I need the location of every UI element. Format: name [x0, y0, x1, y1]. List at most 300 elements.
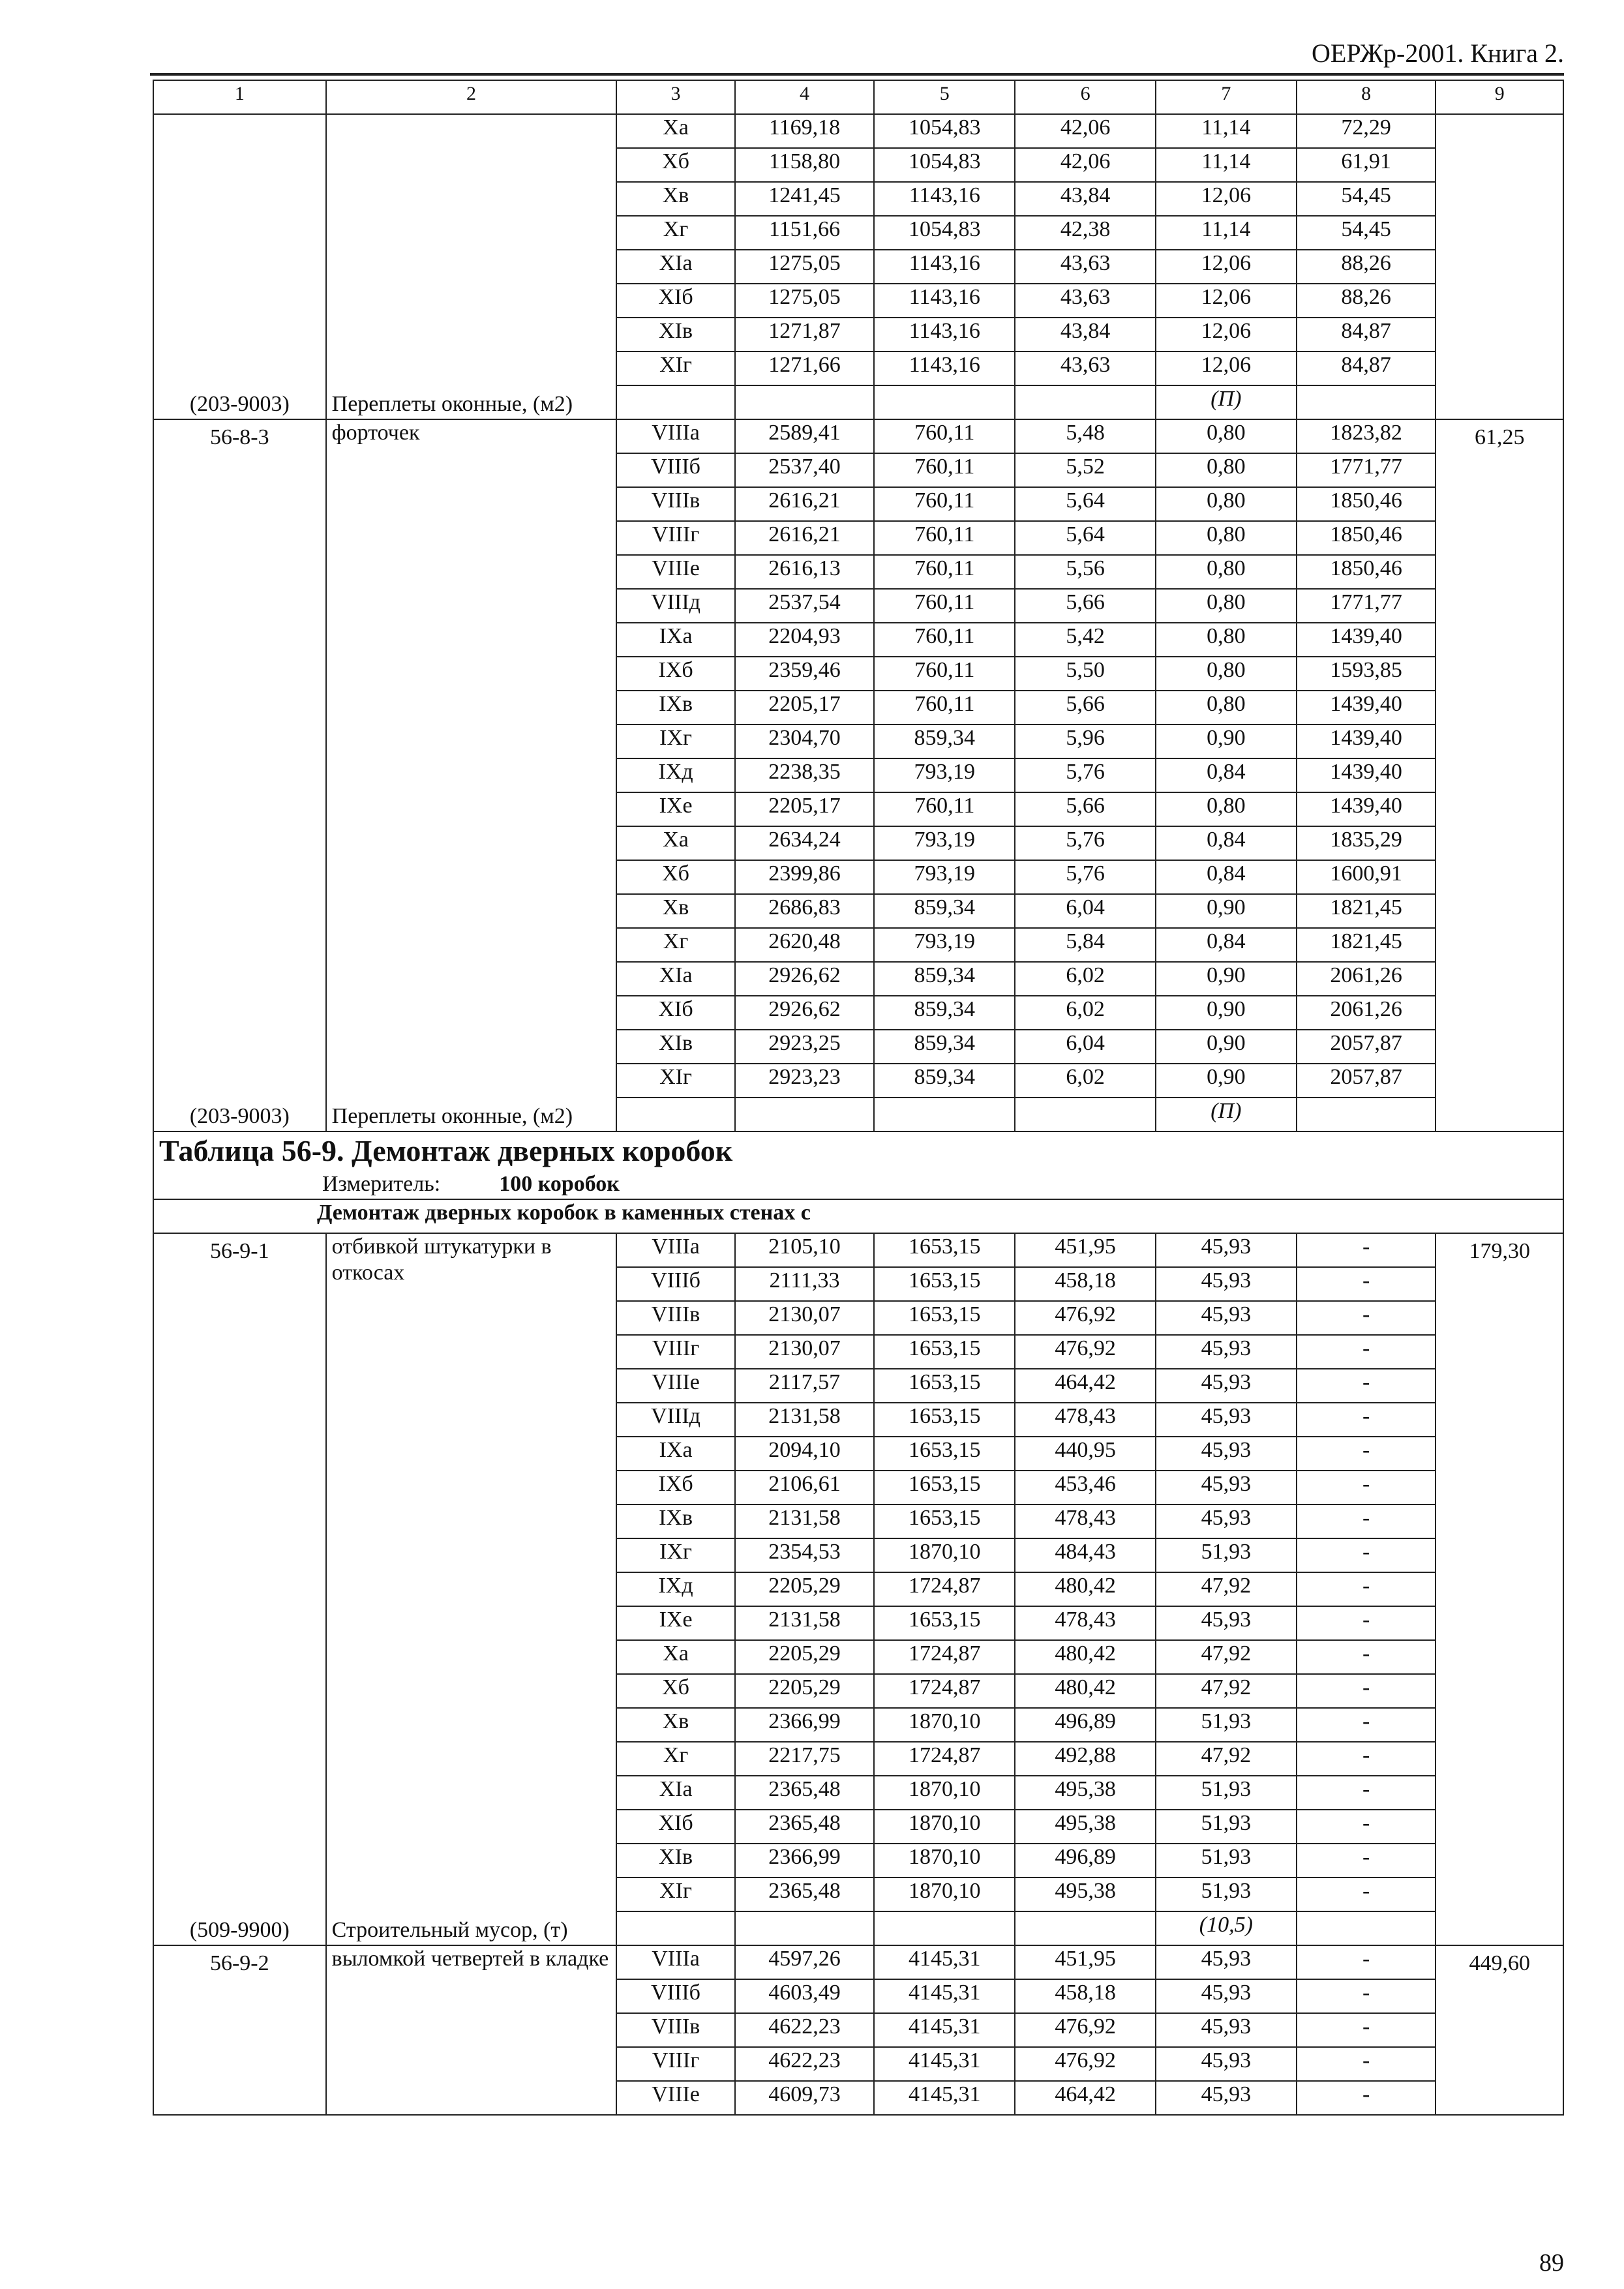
value-cell: 1600,91 — [1297, 860, 1436, 894]
column-number: 5 — [874, 80, 1015, 114]
value-cell: 2131,58 — [735, 1403, 875, 1437]
value-cell: 54,45 — [1297, 182, 1436, 216]
header-rule — [150, 73, 1564, 76]
value-cell: 47,92 — [1156, 1572, 1297, 1606]
value-cell: 760,11 — [874, 555, 1015, 589]
value-cell: 1771,77 — [1297, 589, 1436, 623]
value-cell: 1870,10 — [874, 1538, 1015, 1572]
value-cell: 1724,87 — [874, 1572, 1015, 1606]
measure-line — [159, 1170, 1557, 1199]
value-cell: 760,11 — [874, 589, 1015, 623]
value-cell: 5,76 — [1015, 826, 1156, 860]
value-cell: 0,80 — [1156, 623, 1297, 657]
rate-cell — [1436, 1233, 1563, 1945]
value-cell: XIб — [616, 1810, 734, 1844]
value-cell: 1850,46 — [1297, 521, 1436, 555]
blank-cell — [616, 1911, 734, 1945]
value-cell: Xб — [616, 148, 734, 182]
value-cell: 47,92 — [1156, 1674, 1297, 1708]
value-cell: 6,04 — [1015, 1030, 1156, 1064]
value-cell: 2365,48 — [735, 1776, 875, 1810]
value-cell: 458,18 — [1015, 1979, 1156, 2013]
value-cell: 760,11 — [874, 623, 1015, 657]
value-cell: 5,64 — [1015, 487, 1156, 521]
value-cell: 0,84 — [1156, 928, 1297, 962]
blank-cell — [1015, 1911, 1156, 1945]
value-cell: 2537,54 — [735, 589, 875, 623]
value-cell: 12,06 — [1156, 250, 1297, 284]
item-name: выломкой четвертей в кладке — [331, 1947, 609, 1971]
rate-cell — [1436, 419, 1563, 1131]
running-header: ОЕРЖр-2001. Книга 2. — [1312, 38, 1564, 68]
value-cell: 0,80 — [1156, 419, 1297, 453]
value-cell: 1158,80 — [735, 148, 875, 182]
resource-name: Переплеты оконные, (м2) — [331, 392, 573, 416]
column-number: 2 — [326, 80, 617, 114]
value-cell: - — [1297, 1504, 1436, 1538]
value-cell: 478,43 — [1015, 1606, 1156, 1640]
value-cell: 0,90 — [1156, 1064, 1297, 1098]
value-cell: 2205,29 — [735, 1640, 875, 1674]
value-cell: - — [1297, 1301, 1436, 1335]
value-cell: 54,45 — [1297, 216, 1436, 250]
value-cell: 760,11 — [874, 487, 1015, 521]
value-cell: 42,06 — [1015, 148, 1156, 182]
item-code: 56-9-1 — [209, 1239, 269, 1263]
value-cell: VIIIe — [616, 2081, 734, 2115]
value-cell: 2204,93 — [735, 623, 875, 657]
value-cell: 2130,07 — [735, 1301, 875, 1335]
value-cell: IXa — [616, 623, 734, 657]
item-name-cell — [326, 419, 617, 1131]
column-number-row — [153, 80, 1563, 114]
value-cell: VIIIe — [616, 555, 734, 589]
value-cell: IXe — [616, 792, 734, 826]
value-cell: 478,43 — [1015, 1403, 1156, 1437]
value-cell: 5,42 — [1015, 623, 1156, 657]
value-cell: 4622,23 — [735, 2013, 875, 2047]
value-cell: VIIIв — [616, 2013, 734, 2047]
value-cell: XIв — [616, 318, 734, 352]
value-cell: 0,80 — [1156, 453, 1297, 487]
value-cell: XIг — [616, 1064, 734, 1098]
section-title: Таблица 56-9. Демонтаж дверных коробок — [159, 1134, 733, 1167]
measure-value: 100 коробок — [499, 1172, 620, 1196]
value-cell: 1870,10 — [874, 1844, 1015, 1878]
value-cell: 0,90 — [1156, 725, 1297, 758]
value-cell: VIIIa — [616, 1233, 734, 1267]
value-cell: 4603,49 — [735, 1979, 875, 2013]
value-cell: 47,92 — [1156, 1742, 1297, 1776]
value-cell: 2354,53 — [735, 1538, 875, 1572]
measure-label: Измеритель: — [322, 1172, 441, 1196]
value-cell: 1653,15 — [874, 1606, 1015, 1640]
value-cell: IXб — [616, 657, 734, 691]
value-cell: Xб — [616, 1674, 734, 1708]
value-cell: 0,90 — [1156, 894, 1297, 928]
value-cell: 1835,29 — [1297, 826, 1436, 860]
resource-code: (203-9003) — [189, 392, 290, 416]
value-cell: 859,34 — [874, 894, 1015, 928]
value-cell: Xб — [616, 860, 734, 894]
value-cell: - — [1297, 1640, 1436, 1674]
value-cell: 12,06 — [1156, 284, 1297, 318]
value-cell: 5,66 — [1015, 589, 1156, 623]
value-cell: 2366,99 — [735, 1844, 875, 1878]
item-code-cell — [153, 1233, 326, 1945]
rates-table — [153, 80, 1564, 2116]
value-cell: 1439,40 — [1297, 623, 1436, 657]
value-cell: 1823,82 — [1297, 419, 1436, 453]
value-cell: 793,19 — [874, 860, 1015, 894]
value-cell: - — [1297, 1776, 1436, 1810]
resource-code: (509-9900) — [189, 1918, 290, 1942]
value-cell: 1653,15 — [874, 1471, 1015, 1504]
column-number: 4 — [735, 80, 875, 114]
value-cell: 458,18 — [1015, 1267, 1156, 1301]
value-cell: 1653,15 — [874, 1233, 1015, 1267]
value-cell: 2616,21 — [735, 521, 875, 555]
value-cell: XIг — [616, 352, 734, 385]
value-cell: 1054,83 — [874, 148, 1015, 182]
value-cell: 859,34 — [874, 725, 1015, 758]
value-cell: - — [1297, 1233, 1436, 1267]
value-cell: 859,34 — [874, 962, 1015, 996]
value-cell: 0,80 — [1156, 792, 1297, 826]
value-cell: 0,84 — [1156, 826, 1297, 860]
value-cell: 2238,35 — [735, 758, 875, 792]
value-cell: 793,19 — [874, 928, 1015, 962]
value-cell: 2923,25 — [735, 1030, 875, 1064]
value-cell: IXг — [616, 725, 734, 758]
value-cell: 5,84 — [1015, 928, 1156, 962]
value-cell: - — [1297, 1437, 1436, 1471]
table-row — [153, 419, 1563, 453]
value-cell: 1143,16 — [874, 352, 1015, 385]
value-cell: VIIIг — [616, 1335, 734, 1369]
value-cell: 1593,85 — [1297, 657, 1436, 691]
value-cell: 1275,05 — [735, 284, 875, 318]
value-cell: - — [1297, 1606, 1436, 1640]
value-cell: 1870,10 — [874, 1776, 1015, 1810]
value-cell: Xв — [616, 894, 734, 928]
resource-code: (203-9003) — [189, 1104, 290, 1128]
value-cell: 760,11 — [874, 657, 1015, 691]
value-cell: 1439,40 — [1297, 792, 1436, 826]
value-cell: 1151,66 — [735, 216, 875, 250]
item-code-cell — [153, 114, 326, 419]
value-cell: 1653,15 — [874, 1437, 1015, 1471]
blank-cell — [874, 385, 1015, 419]
value-cell: 1870,10 — [874, 1810, 1015, 1844]
value-cell: 1439,40 — [1297, 691, 1436, 725]
value-cell: 42,38 — [1015, 216, 1156, 250]
resource-qty: (10,5) — [1156, 1911, 1297, 1945]
value-cell: 1850,46 — [1297, 487, 1436, 521]
value-cell: - — [1297, 1538, 1436, 1572]
blank-cell — [874, 1098, 1015, 1131]
value-cell: 1241,45 — [735, 182, 875, 216]
value-cell: 51,93 — [1156, 1810, 1297, 1844]
value-cell: 1870,10 — [874, 1878, 1015, 1911]
item-code: 56-9-2 — [209, 1951, 269, 1975]
value-cell: 45,93 — [1156, 1504, 1297, 1538]
value-cell: 793,19 — [874, 758, 1015, 792]
value-cell: 0,80 — [1156, 487, 1297, 521]
value-cell: 0,80 — [1156, 589, 1297, 623]
value-cell: 11,14 — [1156, 114, 1297, 148]
value-cell: 4145,31 — [874, 1945, 1015, 1979]
value-cell: - — [1297, 1708, 1436, 1742]
value-cell: VIIIa — [616, 419, 734, 453]
value-cell: 0,80 — [1156, 555, 1297, 589]
value-cell: 480,42 — [1015, 1572, 1156, 1606]
value-cell: 2131,58 — [735, 1606, 875, 1640]
value-cell: 451,95 — [1015, 1233, 1156, 1267]
value-cell: 5,76 — [1015, 860, 1156, 894]
value-cell: 45,93 — [1156, 1945, 1297, 1979]
value-cell: Xa — [616, 826, 734, 860]
value-cell: 84,87 — [1297, 318, 1436, 352]
column-number: 9 — [1436, 80, 1563, 114]
value-cell: 45,93 — [1156, 1233, 1297, 1267]
value-cell: 2537,40 — [735, 453, 875, 487]
value-cell: - — [1297, 1742, 1436, 1776]
value-cell: Xa — [616, 1640, 734, 1674]
value-cell: 1821,45 — [1297, 928, 1436, 962]
value-cell: 45,93 — [1156, 1369, 1297, 1403]
value-cell: 2105,10 — [735, 1233, 875, 1267]
value-cell: Xг — [616, 216, 734, 250]
value-cell: - — [1297, 2013, 1436, 2047]
value-cell: 1143,16 — [874, 250, 1015, 284]
value-cell: 2366,99 — [735, 1708, 875, 1742]
value-cell: 1143,16 — [874, 318, 1015, 352]
value-cell: 0,90 — [1156, 962, 1297, 996]
value-cell: 495,38 — [1015, 1878, 1156, 1911]
value-cell: IXв — [616, 691, 734, 725]
value-cell: 496,89 — [1015, 1708, 1156, 1742]
value-cell: 1054,83 — [874, 216, 1015, 250]
value-cell: 45,93 — [1156, 1335, 1297, 1369]
value-cell: 4609,73 — [735, 2081, 875, 2115]
value-cell: Xa — [616, 114, 734, 148]
value-cell: Xв — [616, 182, 734, 216]
value-cell: 760,11 — [874, 453, 1015, 487]
value-cell: VIIIб — [616, 1267, 734, 1301]
blank-cell — [616, 385, 734, 419]
value-cell: 760,11 — [874, 691, 1015, 725]
rate-cell — [1436, 1945, 1563, 2115]
value-cell: 45,93 — [1156, 2013, 1297, 2047]
value-cell: IXв — [616, 1504, 734, 1538]
resource-name: Строительный мусор, (т) — [331, 1918, 568, 1942]
item-code-cell — [153, 1945, 326, 2115]
value-cell: 476,92 — [1015, 2013, 1156, 2047]
value-cell: - — [1297, 2081, 1436, 2115]
value-cell: 1275,05 — [735, 250, 875, 284]
value-cell: 5,64 — [1015, 521, 1156, 555]
value-cell: 1169,18 — [735, 114, 875, 148]
rate-value: 61,25 — [1474, 425, 1525, 449]
value-cell: VIIIв — [616, 1301, 734, 1335]
value-cell: Xг — [616, 928, 734, 962]
rate-cell — [1436, 114, 1563, 419]
value-cell: IXг — [616, 1538, 734, 1572]
value-cell: - — [1297, 1335, 1436, 1369]
value-cell: 0,80 — [1156, 657, 1297, 691]
section-title-cell — [153, 1131, 1563, 1199]
item-name: форточек — [331, 421, 420, 445]
value-cell: 4622,23 — [735, 2047, 875, 2081]
value-cell: 1724,87 — [874, 1640, 1015, 1674]
value-cell: 51,93 — [1156, 1878, 1297, 1911]
value-cell: IXa — [616, 1437, 734, 1471]
value-cell: 11,14 — [1156, 148, 1297, 182]
value-cell: 45,93 — [1156, 1301, 1297, 1335]
value-cell: - — [1297, 2047, 1436, 2081]
value-cell: - — [1297, 1979, 1436, 2013]
value-cell: 2061,26 — [1297, 996, 1436, 1030]
table-row — [153, 1945, 1563, 1979]
value-cell: 45,93 — [1156, 1979, 1297, 2013]
value-cell: 476,92 — [1015, 1335, 1156, 1369]
value-cell: IXд — [616, 758, 734, 792]
value-cell: 1724,87 — [874, 1742, 1015, 1776]
value-cell: - — [1297, 1844, 1436, 1878]
value-cell: 492,88 — [1015, 1742, 1156, 1776]
value-cell: 45,93 — [1156, 1267, 1297, 1301]
value-cell: - — [1297, 1810, 1436, 1844]
value-cell: 1821,45 — [1297, 894, 1436, 928]
value-cell: 478,43 — [1015, 1504, 1156, 1538]
value-cell: 5,48 — [1015, 419, 1156, 453]
value-cell: 2686,83 — [735, 894, 875, 928]
blank-cell — [1015, 385, 1156, 419]
value-cell: 476,92 — [1015, 1301, 1156, 1335]
value-cell: 1771,77 — [1297, 453, 1436, 487]
value-cell: VIIIe — [616, 1369, 734, 1403]
value-cell: 12,06 — [1156, 352, 1297, 385]
value-cell: VIIIг — [616, 521, 734, 555]
value-cell: VIIIг — [616, 2047, 734, 2081]
value-cell: 2620,48 — [735, 928, 875, 962]
value-cell: - — [1297, 1471, 1436, 1504]
blank-cell — [735, 1911, 875, 1945]
resource-name: Переплеты оконные, (м2) — [331, 1104, 573, 1128]
value-cell: 43,84 — [1015, 182, 1156, 216]
value-cell: 496,89 — [1015, 1844, 1156, 1878]
value-cell: 2205,17 — [735, 691, 875, 725]
value-cell: 84,87 — [1297, 352, 1436, 385]
value-cell: XIв — [616, 1030, 734, 1064]
value-cell: 2057,87 — [1297, 1030, 1436, 1064]
item-name-cell — [326, 1233, 617, 1945]
blank-cell — [735, 1098, 875, 1131]
value-cell: 480,42 — [1015, 1674, 1156, 1708]
value-cell: 464,42 — [1015, 1369, 1156, 1403]
value-cell: 2634,24 — [735, 826, 875, 860]
value-cell: 440,95 — [1015, 1437, 1156, 1471]
value-cell: 1724,87 — [874, 1674, 1015, 1708]
value-cell: VIIIд — [616, 1403, 734, 1437]
value-cell: 4145,31 — [874, 2081, 1015, 2115]
value-cell: 2131,58 — [735, 1504, 875, 1538]
value-cell: 1271,66 — [735, 352, 875, 385]
value-cell: 5,56 — [1015, 555, 1156, 589]
value-cell: VIIIд — [616, 589, 734, 623]
value-cell: 45,93 — [1156, 2047, 1297, 2081]
item-name-cell — [326, 114, 617, 419]
value-cell: 5,66 — [1015, 792, 1156, 826]
value-cell: 51,93 — [1156, 1538, 1297, 1572]
blank-cell — [616, 1098, 734, 1131]
value-cell: 0,80 — [1156, 521, 1297, 555]
value-cell: 1439,40 — [1297, 758, 1436, 792]
value-cell: XIб — [616, 284, 734, 318]
value-cell: 793,19 — [874, 826, 1015, 860]
value-cell: 6,02 — [1015, 1064, 1156, 1098]
value-cell: 464,42 — [1015, 2081, 1156, 2115]
value-cell: 2061,26 — [1297, 962, 1436, 996]
value-cell: 45,93 — [1156, 1471, 1297, 1504]
value-cell: 11,14 — [1156, 216, 1297, 250]
value-cell: 0,80 — [1156, 691, 1297, 725]
value-cell: 43,63 — [1015, 250, 1156, 284]
value-cell: 1653,15 — [874, 1335, 1015, 1369]
value-cell: VIIIб — [616, 1979, 734, 2013]
value-cell: VIIIв — [616, 487, 734, 521]
value-cell: 2205,29 — [735, 1572, 875, 1606]
value-cell: 2304,70 — [735, 725, 875, 758]
section-subtitle-row — [153, 1199, 1563, 1233]
value-cell: 5,52 — [1015, 453, 1156, 487]
value-cell: Xг — [616, 1742, 734, 1776]
table-row — [153, 1233, 1563, 1267]
section-subtitle: Демонтаж дверных коробок в каменных стенах с — [153, 1199, 1563, 1233]
value-cell: 2365,48 — [735, 1878, 875, 1911]
value-cell: XIб — [616, 996, 734, 1030]
value-cell: 1870,10 — [874, 1708, 1015, 1742]
column-number: 1 — [153, 80, 326, 114]
column-number: 8 — [1297, 80, 1436, 114]
value-cell: 51,93 — [1156, 1844, 1297, 1878]
value-cell: 2359,46 — [735, 657, 875, 691]
value-cell: 2926,62 — [735, 962, 875, 996]
value-cell: XIa — [616, 962, 734, 996]
item-code: 56-8-3 — [209, 425, 269, 449]
value-cell: 1653,15 — [874, 1403, 1015, 1437]
value-cell: 47,92 — [1156, 1640, 1297, 1674]
item-code-cell — [153, 419, 326, 1131]
value-cell: 4145,31 — [874, 1979, 1015, 2013]
value-cell: 5,66 — [1015, 691, 1156, 725]
value-cell: 476,92 — [1015, 2047, 1156, 2081]
value-cell: 2589,41 — [735, 419, 875, 453]
value-cell: 859,34 — [874, 1030, 1015, 1064]
column-number: 6 — [1015, 80, 1156, 114]
page-number: 89 — [1539, 2249, 1564, 2277]
value-cell: 6,02 — [1015, 996, 1156, 1030]
value-cell: 88,26 — [1297, 284, 1436, 318]
value-cell: 51,93 — [1156, 1708, 1297, 1742]
value-cell: 2205,17 — [735, 792, 875, 826]
column-number: 3 — [616, 80, 734, 114]
resource-qty: (П) — [1156, 385, 1297, 419]
column-number: 7 — [1156, 80, 1297, 114]
value-cell: 760,11 — [874, 521, 1015, 555]
value-cell: 42,06 — [1015, 114, 1156, 148]
